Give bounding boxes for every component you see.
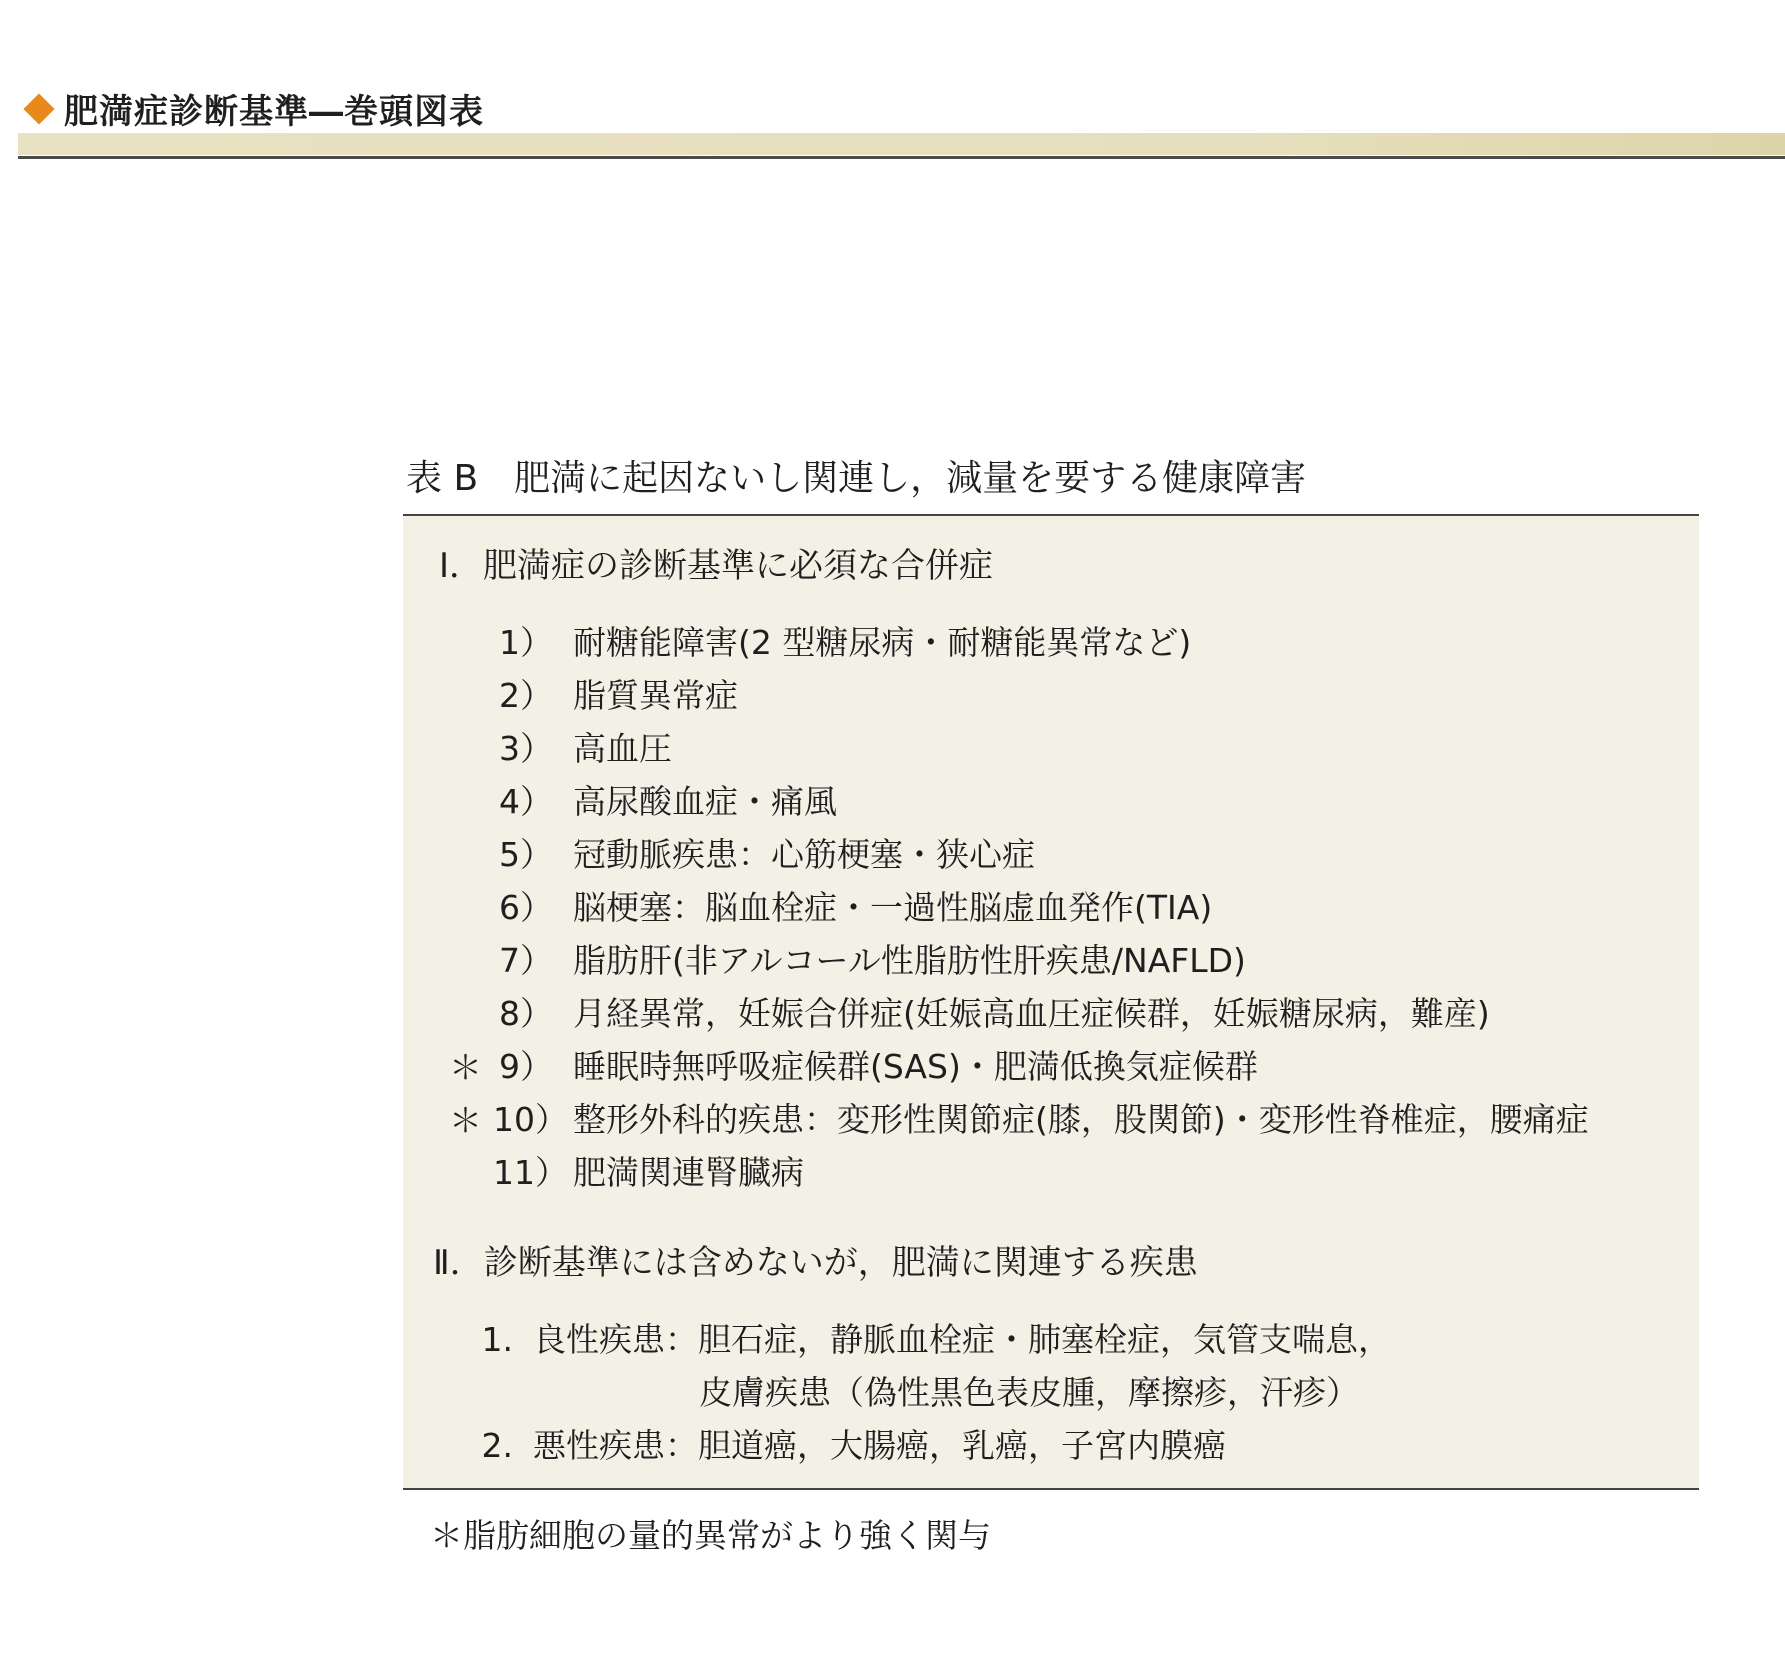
list-item: 9） 睡眠時無呼吸症候群(SAS)・肥満低換気症候群: [499, 1047, 1258, 1086]
section1-heading: Ⅰ．肥満症の診断基準に必須な合併症: [439, 546, 994, 586]
list-item: 7） 脂肪肝(非アルコール性脂肪性肝疾患/NAFLD): [499, 941, 1246, 980]
list-item: 3） 高血圧: [499, 729, 672, 768]
header-title: 肥満症診断基準―巻頭図表: [64, 92, 484, 132]
list-item: 6） 脳梗塞：脳血栓症・一過性脳虚血発作(TIA): [499, 888, 1213, 927]
list-item: 2. 悪性疾患：胆道癌，大腸癌，乳癌，子宮内膜癌: [481, 1426, 1226, 1465]
list-item: 2） 脂質異常症: [499, 676, 738, 715]
list-item: 10） 整形外科的疾患：変形性関節症(膝，股関節)・変形性脊椎症，腰痛症: [493, 1100, 1589, 1139]
footnote: ＊脂肪細胞の量的異常がより強く関与: [430, 1516, 991, 1555]
table-box: [403, 514, 1699, 1490]
table-caption: 肥満に起因ないし関連し，減量を要する健康障害: [514, 458, 1307, 499]
list-item: 1） 耐糖能障害(2 型糖尿病・耐糖能異常など): [499, 623, 1192, 662]
asterisk-mark: ＊: [449, 1101, 482, 1140]
list-item: 8） 月経異常，妊娠合併症(妊娠高血圧症候群，妊娠糖尿病，難産): [499, 994, 1490, 1033]
section2-heading: Ⅱ．診断基準には含めないが，肥満に関連する疾患: [433, 1243, 1198, 1283]
asterisk-mark: ＊: [449, 1048, 482, 1087]
header-band: [18, 133, 1785, 155]
list-item: 1. 良性疾患：胆石症，静脈血栓症・肺塞栓症，気管支喘息，: [481, 1320, 1391, 1359]
header-rule: [18, 156, 1785, 159]
list-item: 5） 冠動脈疾患：心筋梗塞・狭心症: [499, 835, 1035, 874]
list-item: 4） 高尿酸血症・痛風: [499, 782, 837, 821]
list-item-continued: 皮膚疾患（偽性黒色表皮腫，摩擦疹，汗疹）: [699, 1373, 1359, 1412]
diamond-bullet-icon: [23, 93, 54, 124]
page-header: [18, 84, 484, 133]
list-item: 11） 肥満関連腎臓病: [493, 1153, 804, 1192]
table-title: [406, 450, 1306, 501]
table-label: 表 B: [406, 458, 479, 499]
